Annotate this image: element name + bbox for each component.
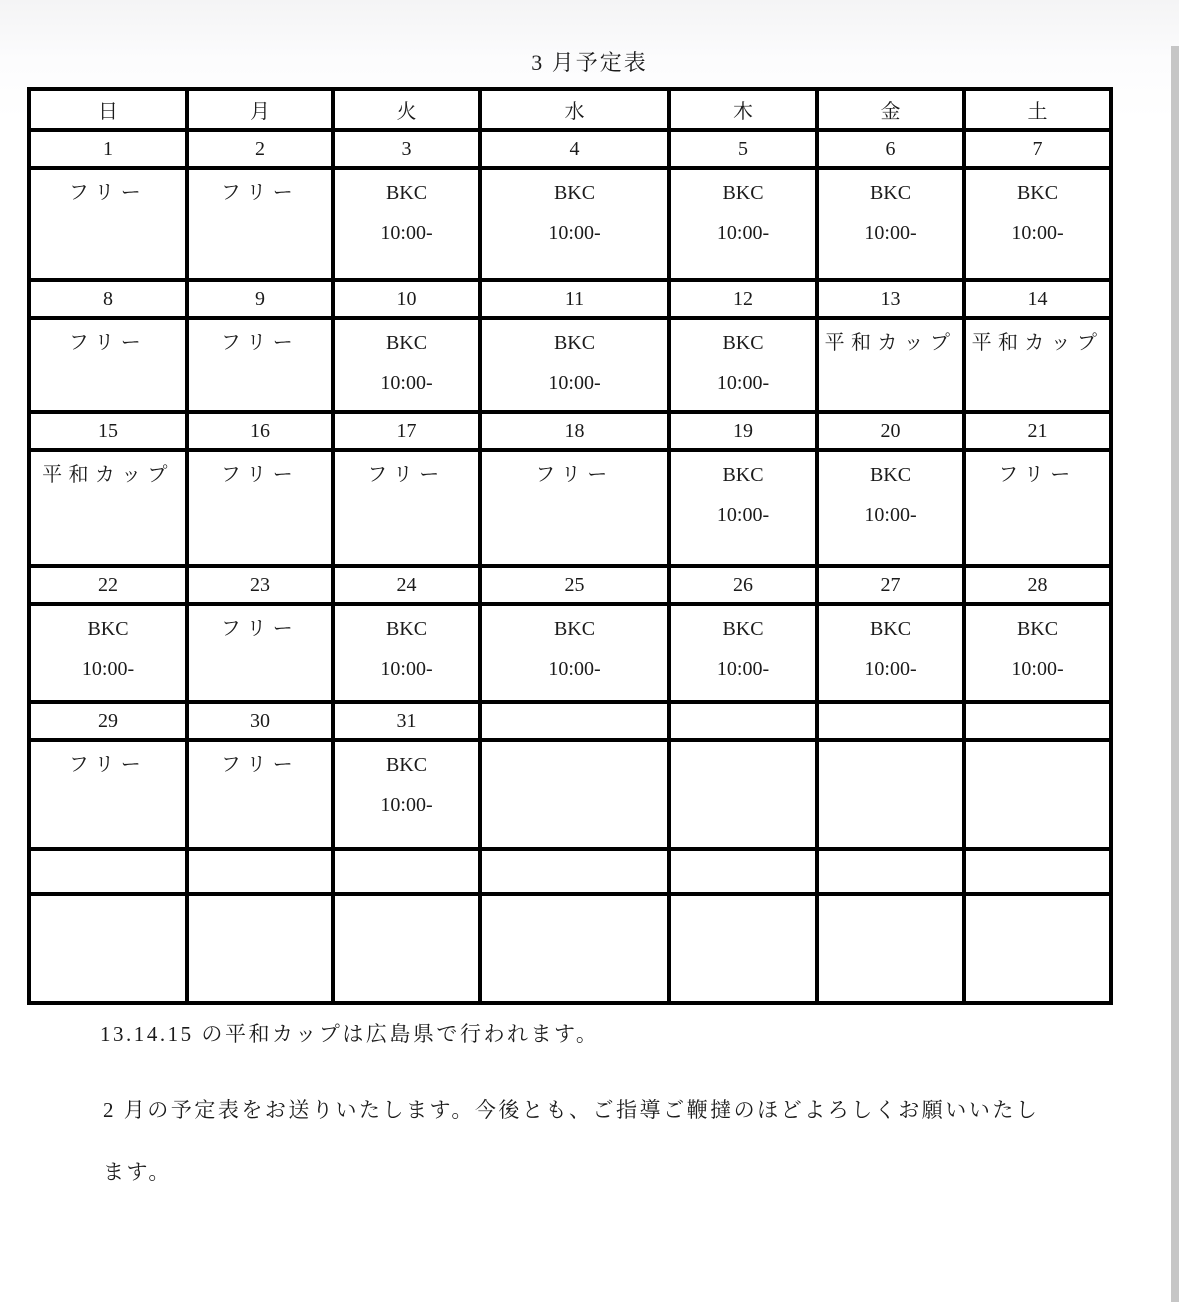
entry-text: BKC bbox=[869, 182, 912, 204]
date-cell: 8 bbox=[29, 280, 187, 318]
date-cell: 14 bbox=[964, 280, 1111, 318]
entry-cell bbox=[964, 318, 1111, 412]
entry-cell bbox=[187, 168, 333, 280]
date-cell: 1 bbox=[29, 130, 187, 168]
entry-text: 平和カップ bbox=[42, 464, 174, 486]
entry-cell bbox=[29, 450, 187, 566]
entry-time: 10:00- bbox=[716, 372, 770, 394]
entry-cell bbox=[29, 318, 187, 412]
entry-text: フリー bbox=[998, 464, 1077, 486]
date-cell: 15 bbox=[29, 412, 187, 450]
empty-cell bbox=[964, 849, 1111, 894]
entry-text: フリー bbox=[367, 464, 446, 486]
week1-entry-row bbox=[29, 168, 1111, 280]
entry-text: BKC bbox=[869, 464, 912, 486]
note-peace-cup-location: 13.14.15 の平和カップは広島県で行われます。 bbox=[100, 1022, 600, 1046]
weekday-fri: 金 bbox=[817, 89, 964, 130]
entry-cell-empty bbox=[480, 740, 669, 849]
entry-text: フリー bbox=[535, 464, 614, 486]
empty-cell bbox=[29, 849, 187, 894]
weekday-header-row bbox=[29, 89, 1111, 130]
weekday-mon: 月 bbox=[187, 89, 333, 130]
empty-cell bbox=[480, 849, 669, 894]
entry-text: フリー bbox=[68, 182, 148, 204]
entry-text: フリー bbox=[220, 332, 300, 354]
entry-cell bbox=[480, 604, 669, 702]
date-cell: 30 bbox=[187, 702, 333, 740]
date-cell: 21 bbox=[964, 412, 1111, 450]
date-cell bbox=[817, 702, 964, 740]
schedule-document bbox=[0, 46, 1179, 1185]
entry-cell bbox=[29, 168, 187, 280]
entry-text: フリー bbox=[220, 464, 300, 486]
entry-cell bbox=[29, 740, 187, 849]
entry-time: 10:00- bbox=[864, 504, 917, 526]
entry-cell-empty bbox=[669, 740, 817, 849]
note-greeting-line2: ます。 bbox=[103, 1160, 172, 1184]
empty-cell bbox=[817, 894, 964, 1003]
empty-cell bbox=[333, 894, 480, 1003]
entry-time: 10:00- bbox=[1011, 658, 1064, 680]
date-cell: 23 bbox=[187, 566, 333, 604]
week4-date-row bbox=[29, 566, 1111, 604]
entry-text: フリー bbox=[220, 618, 300, 640]
entry-cell bbox=[817, 604, 964, 702]
entry-cell bbox=[817, 318, 964, 412]
date-cell: 17 bbox=[333, 412, 480, 450]
entry-text: BKC bbox=[722, 332, 764, 354]
date-cell: 29 bbox=[29, 702, 187, 740]
date-cell: 13 bbox=[817, 280, 964, 318]
empty-row-short bbox=[29, 849, 1111, 894]
entry-text: BKC bbox=[722, 464, 764, 486]
entry-cell bbox=[480, 318, 669, 412]
entry-time: 10:00- bbox=[548, 222, 601, 244]
date-cell: 18 bbox=[480, 412, 669, 450]
date-cell: 31 bbox=[333, 702, 480, 740]
weekday-thu: 木 bbox=[669, 89, 817, 130]
entry-cell bbox=[964, 450, 1111, 566]
entry-cell bbox=[333, 604, 480, 702]
weekday-sun: 日 bbox=[29, 89, 187, 130]
entry-text: フリー bbox=[220, 182, 300, 204]
entry-time: 10:00- bbox=[380, 794, 433, 816]
entry-time: 10:00- bbox=[716, 504, 770, 526]
entry-text: BKC bbox=[385, 182, 428, 204]
empty-cell bbox=[187, 849, 333, 894]
week2-date-row bbox=[29, 280, 1111, 318]
empty-cell bbox=[964, 894, 1111, 1003]
date-cell: 20 bbox=[817, 412, 964, 450]
entry-cell bbox=[817, 168, 964, 280]
date-cell: 3 bbox=[333, 130, 480, 168]
date-cell: 4 bbox=[480, 130, 669, 168]
date-cell: 10 bbox=[333, 280, 480, 318]
page-title: 3 月予定表 bbox=[531, 50, 648, 75]
weekday-tue: 火 bbox=[333, 89, 480, 130]
entry-text: BKC bbox=[1016, 618, 1059, 640]
entry-cell-empty bbox=[817, 740, 964, 849]
entry-time: 10:00- bbox=[548, 372, 601, 394]
week5-date-row bbox=[29, 702, 1111, 740]
empty-cell bbox=[187, 894, 333, 1003]
entry-text: BKC bbox=[1016, 182, 1059, 204]
empty-cell bbox=[817, 849, 964, 894]
date-cell: 7 bbox=[964, 130, 1111, 168]
entry-time: 10:00- bbox=[380, 658, 433, 680]
entry-cell bbox=[187, 318, 333, 412]
entry-text: BKC bbox=[385, 754, 428, 776]
entry-cell bbox=[669, 318, 817, 412]
week3-date-row bbox=[29, 412, 1111, 450]
entry-cell bbox=[964, 604, 1111, 702]
entry-text: フリー bbox=[68, 332, 148, 354]
date-cell: 12 bbox=[669, 280, 817, 318]
entry-time: 10:00- bbox=[864, 658, 917, 680]
date-cell: 2 bbox=[187, 130, 333, 168]
week1-date-row bbox=[29, 130, 1111, 168]
entry-text: 平和カップ bbox=[971, 332, 1104, 354]
entry-time: 10:00- bbox=[380, 372, 433, 394]
week5-entry-row bbox=[29, 740, 1111, 849]
date-cell: 26 bbox=[669, 566, 817, 604]
entry-cell bbox=[187, 740, 333, 849]
week4-entry-row bbox=[29, 604, 1111, 702]
date-cell: 24 bbox=[333, 566, 480, 604]
week2-entry-row bbox=[29, 318, 1111, 412]
entry-time: 10:00- bbox=[1011, 222, 1064, 244]
date-cell bbox=[964, 702, 1111, 740]
date-cell: 19 bbox=[669, 412, 817, 450]
entry-text: BKC bbox=[869, 618, 912, 640]
entry-cell bbox=[333, 450, 480, 566]
date-cell: 16 bbox=[187, 412, 333, 450]
date-cell: 27 bbox=[817, 566, 964, 604]
date-cell: 22 bbox=[29, 566, 187, 604]
entry-text: フリー bbox=[220, 754, 300, 776]
entry-time: 10:00- bbox=[716, 658, 770, 680]
entry-time: 10:00- bbox=[81, 658, 135, 680]
empty-cell bbox=[669, 849, 817, 894]
weekday-sat: 土 bbox=[964, 89, 1111, 130]
empty-row-tall bbox=[29, 894, 1111, 1003]
entry-cell bbox=[669, 604, 817, 702]
entry-cell bbox=[333, 168, 480, 280]
entry-cell bbox=[964, 168, 1111, 280]
scrollbar-track[interactable] bbox=[1171, 46, 1179, 1302]
weekday-wed: 水 bbox=[480, 89, 669, 130]
date-cell: 25 bbox=[480, 566, 669, 604]
entry-cell bbox=[480, 168, 669, 280]
entry-cell bbox=[333, 740, 480, 849]
entry-time: 10:00- bbox=[380, 222, 433, 244]
date-cell: 9 bbox=[187, 280, 333, 318]
empty-cell bbox=[29, 894, 187, 1003]
entry-text: BKC bbox=[87, 618, 129, 640]
date-cell bbox=[669, 702, 817, 740]
entry-cell bbox=[187, 604, 333, 702]
entry-text: 平和カップ bbox=[824, 332, 957, 354]
entry-text: BKC bbox=[553, 332, 596, 354]
week3-entry-row bbox=[29, 450, 1111, 566]
date-cell bbox=[480, 702, 669, 740]
date-cell: 28 bbox=[964, 566, 1111, 604]
entry-cell bbox=[29, 604, 187, 702]
entry-cell bbox=[480, 450, 669, 566]
empty-cell bbox=[669, 894, 817, 1003]
empty-cell bbox=[480, 894, 669, 1003]
date-cell: 5 bbox=[669, 130, 817, 168]
entry-text: BKC bbox=[385, 332, 428, 354]
entry-cell bbox=[669, 450, 817, 566]
entry-time: 10:00- bbox=[864, 222, 917, 244]
entry-cell bbox=[187, 450, 333, 566]
note-greeting-line1: 2 月の予定表をお送りいたします。今後とも、ご指導ご鞭撻のほどよろしくお願いいたし bbox=[103, 1098, 1040, 1122]
date-cell: 11 bbox=[480, 280, 669, 318]
entry-text: BKC bbox=[553, 618, 596, 640]
entry-time: 10:00- bbox=[548, 658, 601, 680]
entry-text: フリー bbox=[68, 754, 148, 776]
entry-cell-empty bbox=[964, 740, 1111, 849]
entry-cell bbox=[333, 318, 480, 412]
empty-cell bbox=[333, 849, 480, 894]
entry-text: BKC bbox=[722, 618, 764, 640]
schedule-table bbox=[27, 87, 1113, 1005]
date-cell: 6 bbox=[817, 130, 964, 168]
entry-cell bbox=[817, 450, 964, 566]
entry-cell bbox=[669, 168, 817, 280]
entry-text: BKC bbox=[553, 182, 596, 204]
entry-text: BKC bbox=[722, 182, 764, 204]
entry-text: BKC bbox=[385, 618, 428, 640]
entry-time: 10:00- bbox=[716, 222, 770, 244]
